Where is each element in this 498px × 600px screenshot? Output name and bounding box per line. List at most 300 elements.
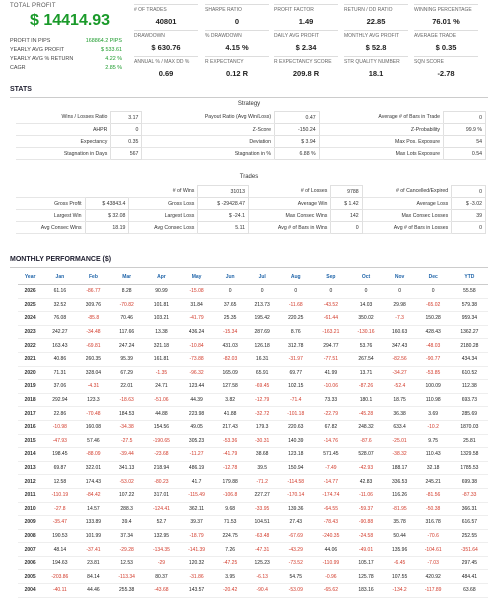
month-value-cell: -73.88 (179, 352, 214, 366)
month-value-cell: -48.03 (416, 339, 451, 353)
table-row (18, 448, 488, 462)
month-value-cell: 309.76 (77, 298, 109, 312)
column-header: Dec (416, 270, 451, 285)
metric-label: MONTHLY AVG PROFIT (344, 33, 400, 39)
month-value-cell: 105.17 (348, 556, 383, 570)
month-value-cell: -110.99 (313, 556, 348, 570)
metric-value: 0.69 (158, 69, 174, 78)
month-value-cell: 341.13 (109, 461, 143, 475)
month-value-cell: -24.58 (348, 529, 383, 543)
month-value-cell: -10.98 (42, 420, 77, 434)
month-value-cell: 48.14 (42, 543, 77, 557)
column-header: Nov (384, 270, 416, 285)
trades-value: $ 32.08 (85, 210, 129, 222)
trades-value: $ 1.42 (331, 198, 362, 210)
month-value-cell: -18.63 (109, 393, 143, 407)
month-value-cell: 420.92 (416, 570, 451, 584)
metric-value: $ 0.35 (435, 43, 457, 52)
month-value-cell: -22.79 (313, 407, 348, 421)
strategy-label: AHPR (16, 124, 111, 136)
month-value-cell: -47.31 (246, 543, 278, 557)
month-value-cell: -70.6 (416, 529, 451, 543)
table-row (18, 556, 488, 570)
month-value-cell: -141.39 (179, 543, 214, 557)
month-value-cell: 3.95 (214, 570, 246, 584)
metric-label: # OF TRADES (134, 7, 167, 13)
summary-side-label: CAGR (10, 65, 26, 71)
month-value-cell: 285.69 (451, 407, 488, 421)
trades-value: $ -24.1 (198, 210, 249, 222)
column-header: Sep (313, 270, 348, 285)
month-value-cell: 12.53 (109, 556, 143, 570)
year-cell: 2018 (18, 393, 42, 407)
strategy-value: 3.17 (111, 112, 142, 124)
year-cell: 2006 (18, 556, 42, 570)
summary-side-value: 2.85 % (105, 65, 122, 71)
month-value-cell: 434.34 (451, 352, 488, 366)
trades-row (16, 222, 486, 234)
metric-label: % DRAWDOWN (205, 33, 242, 39)
month-value-cell: 52.7 (144, 516, 179, 530)
month-value-cell: -78.43 (313, 516, 348, 530)
trades-label (16, 186, 85, 198)
metric-label: ANNUAL % / MAX DD % (134, 59, 190, 65)
month-value-cell: -115.49 (179, 488, 214, 502)
trades-label: # of Wins (129, 186, 198, 198)
month-value-cell: 8.28 (109, 285, 143, 299)
trades-label: Max Consec Wins (248, 210, 330, 222)
month-value-cell: 2180.28 (451, 339, 488, 353)
month-value-cell: 0 (384, 285, 416, 299)
metric-label: R EXPECTANCY SCORE (274, 59, 332, 65)
month-value-cell: 65.91 (246, 366, 278, 380)
metric-value: 209.8 R (292, 69, 320, 78)
summary-side-row (10, 56, 122, 62)
strategy-row (16, 136, 486, 148)
year-cell: 2015 (18, 434, 42, 448)
month-value-cell: 50.44 (384, 529, 416, 543)
year-cell: 2016 (18, 420, 42, 434)
table-row (18, 339, 488, 353)
month-value-cell: 76.08 (42, 312, 77, 326)
month-value-cell: -163.21 (313, 325, 348, 339)
month-value-cell: -67.69 (278, 529, 313, 543)
table-row (18, 543, 488, 557)
month-value-cell: 154.56 (144, 420, 179, 434)
table-row (18, 312, 488, 326)
month-value-cell: 80.37 (144, 570, 179, 584)
trades-value: 142 (331, 210, 362, 222)
month-value-cell: -41.79 (179, 312, 214, 326)
column-header: May (179, 270, 214, 285)
trades-value: 18.19 (85, 222, 129, 234)
month-value-cell: 223.98 (179, 407, 214, 421)
month-value-cell: 41.7 (179, 475, 214, 489)
month-value-cell: -11.06 (348, 488, 383, 502)
month-value-cell: -81.56 (416, 488, 451, 502)
month-value-cell: 37.34 (109, 529, 143, 543)
month-value-cell: -101.18 (278, 407, 313, 421)
trades-label: Largest Loss (129, 210, 198, 222)
trades-row (16, 210, 486, 222)
month-value-cell: 54.75 (278, 570, 313, 584)
month-value-cell: 150.94 (278, 461, 313, 475)
strategy-value: 0.47 (275, 112, 320, 124)
month-value-cell: 198.45 (42, 448, 77, 462)
month-value-cell: -52.4 (384, 380, 416, 394)
month-value-cell: -90.4 (246, 584, 278, 598)
year-cell: 2017 (18, 407, 42, 421)
column-header: YTD (451, 270, 488, 285)
trades-value: 0 (331, 222, 362, 234)
month-value-cell: 528.07 (348, 448, 383, 462)
year-cell: 2009 (18, 516, 42, 530)
trades-label: Gross Loss (129, 198, 198, 210)
month-value-cell: 123.3 (77, 393, 109, 407)
month-value-cell: 25.35 (214, 312, 246, 326)
month-value-cell: 135.96 (384, 543, 416, 557)
month-value-cell: 110.43 (416, 448, 451, 462)
strategy-label: Stagnation in % (142, 148, 275, 160)
metric-label: SQN SCORE (414, 59, 445, 65)
month-value-cell: -240.35 (313, 529, 348, 543)
month-value-cell: 350.02 (348, 312, 383, 326)
month-value-cell: 188.17 (384, 461, 416, 475)
trades-label: Avg # of Bars in Losses (362, 222, 452, 234)
month-value-cell: 220.63 (278, 420, 313, 434)
month-value-cell: 247.24 (109, 339, 143, 353)
month-value-cell: -90.88 (348, 516, 383, 530)
table-row (18, 502, 488, 516)
month-value-cell: 123.44 (179, 380, 214, 394)
month-value-cell: -113.34 (109, 570, 143, 584)
strategy-value: 0.35 (111, 136, 142, 148)
metric-tile (344, 56, 408, 81)
summary-side-label: PROFIT IN PIPS (10, 38, 51, 44)
trades-value: 39 (452, 210, 486, 222)
month-value-cell: 16.31 (246, 352, 278, 366)
month-value-cell: 1870.03 (451, 420, 488, 434)
month-value-cell: -88.09 (77, 448, 109, 462)
month-value-cell: 0 (416, 285, 451, 299)
month-value-cell: 35.78 (384, 516, 416, 530)
month-value-cell: -27.5 (109, 434, 143, 448)
metric-tile (205, 30, 269, 55)
column-header: Feb (77, 270, 109, 285)
month-value-cell: 224.75 (214, 529, 246, 543)
summary-side-row (10, 65, 122, 71)
strategy-label: Payout Ratio (Avg Win/Loss) (142, 112, 275, 124)
month-value-cell: -43.68 (144, 584, 179, 598)
metric-label: DAILY AVG PROFIT (274, 33, 320, 39)
month-value-cell: -0.96 (313, 570, 348, 584)
month-value-cell: 39.37 (179, 516, 214, 530)
strategy-title: Strategy (237, 101, 261, 107)
month-value-cell: -6.45 (384, 556, 416, 570)
strategy-value: 0 (111, 124, 142, 136)
summary-side-value: $ 533.61 (101, 47, 122, 53)
strategy-row (16, 112, 486, 124)
metric-label: SHARPE RATIO (205, 7, 242, 13)
month-value-cell: 297.45 (451, 556, 488, 570)
month-value-cell: 44.39 (179, 393, 214, 407)
total-profit-label: TOTAL PROFIT (10, 3, 56, 9)
month-value-cell: -53.85 (416, 366, 451, 380)
strategy-label: Stagnation in Days (16, 148, 111, 160)
summary-side-label: YEARLY AVG % RETURN (10, 56, 74, 62)
trades-label: Average Win (248, 198, 330, 210)
month-value-cell: -81.95 (384, 502, 416, 516)
month-value-cell: 71.31 (42, 366, 77, 380)
trades-value: 31013 (198, 186, 249, 198)
strategy-label: Deviation (142, 136, 275, 148)
month-value-cell: 107.22 (109, 488, 143, 502)
metric-label: STR QUALITY NUMBER (344, 59, 400, 65)
table-row (18, 393, 488, 407)
month-value-cell: 126.18 (246, 339, 278, 353)
metric-tile (134, 30, 198, 55)
month-value-cell: 255.38 (109, 584, 143, 598)
metric-tile (274, 56, 338, 81)
month-value-cell: 317.01 (144, 488, 179, 502)
month-value-cell: 127.58 (214, 380, 246, 394)
metric-value: 1.49 (298, 17, 314, 26)
month-value-cell: -20.42 (214, 584, 246, 598)
trades-row (16, 186, 486, 198)
trades-value: 0 (452, 186, 486, 198)
strategy-label: Average # of Bars in Trade (319, 112, 443, 124)
metric-value: $ 2.34 (295, 43, 317, 52)
trades-title: Trades (239, 174, 259, 180)
month-value-cell: 104.51 (246, 516, 278, 530)
month-value-cell: 195.42 (246, 312, 278, 326)
metric-value: 0.12 R (225, 69, 249, 78)
trades-label: Largest Win (16, 210, 85, 222)
month-value-cell: -190.65 (144, 434, 179, 448)
month-value-cell: 63.68 (451, 584, 488, 598)
month-value-cell: 294.77 (313, 339, 348, 353)
month-value-cell: 116.26 (384, 488, 416, 502)
month-value-cell: -31.97 (278, 352, 313, 366)
summary-panel (0, 0, 498, 84)
month-value-cell: 36.38 (384, 407, 416, 421)
trades-value: 5.11 (198, 222, 249, 234)
month-value-cell: -69.45 (246, 380, 278, 394)
month-value-cell: 431.03 (214, 339, 246, 353)
month-value-cell: 117.66 (109, 325, 143, 339)
month-value-cell: 37.06 (42, 380, 77, 394)
month-value-cell: -86.77 (77, 285, 109, 299)
month-value-cell: 49.05 (179, 420, 214, 434)
month-value-cell: 112.38 (451, 380, 488, 394)
month-value-cell: 959.34 (451, 312, 488, 326)
month-value-cell: 38.68 (246, 448, 278, 462)
month-value-cell: 69.77 (278, 366, 313, 380)
year-cell: 2007 (18, 543, 42, 557)
month-value-cell: 22.01 (109, 380, 143, 394)
month-value-cell: -87.6 (348, 434, 383, 448)
column-header: Jan (42, 270, 77, 285)
year-cell: 2025 (18, 298, 42, 312)
month-value-cell: -7.3 (384, 312, 416, 326)
month-value-cell: 633.4 (384, 420, 416, 434)
month-value-cell: -174.74 (313, 488, 348, 502)
metric-value: 18.1 (368, 69, 384, 78)
metric-label: DRAWDOWN (134, 33, 165, 39)
trades-value: 9788 (331, 186, 362, 198)
month-value-cell: 67.29 (109, 366, 143, 380)
month-value-cell: -73.52 (278, 556, 313, 570)
month-value-cell: 57.46 (77, 434, 109, 448)
strategy-value: $ 3.94 (275, 136, 320, 148)
trades-label: Avg # of Bars in Wins (248, 222, 330, 234)
strategy-label: Wins / Losses Ratio (16, 112, 111, 124)
month-value-cell: -6.13 (246, 570, 278, 584)
month-value-cell: 217.43 (214, 420, 246, 434)
summary-side-label: YEARLY AVG PROFIT (10, 47, 65, 53)
metric-value: $ 52.8 (365, 43, 387, 52)
stats-heading: STATS (10, 86, 32, 93)
trades-label: # of Losses (248, 186, 330, 198)
trades-value: $ -29428.47 (198, 198, 249, 210)
trades-row (16, 198, 486, 210)
month-value-cell: -4.31 (77, 380, 109, 394)
strategy-value: 0.54 (444, 148, 486, 160)
month-value-cell: 163.43 (42, 339, 77, 353)
month-value-cell: 102.15 (278, 380, 313, 394)
month-value-cell: -170.14 (278, 488, 313, 502)
year-cell: 2008 (18, 529, 42, 543)
year-cell: 2023 (18, 325, 42, 339)
column-header: Year (18, 270, 42, 285)
month-value-cell: 1362.27 (451, 325, 488, 339)
summary-side-value: 168864.2 PIPS (85, 38, 122, 44)
year-cell: 2005 (18, 570, 42, 584)
table-row (18, 570, 488, 584)
month-value-cell: -25.01 (384, 434, 416, 448)
month-value-cell: 328.04 (77, 366, 109, 380)
month-value-cell: -63.48 (246, 529, 278, 543)
table-row (18, 407, 488, 421)
month-value-cell: -47.93 (42, 434, 77, 448)
metric-tile (274, 30, 338, 55)
month-value-cell: -96.32 (179, 366, 214, 380)
month-value-cell: -42.93 (348, 461, 383, 475)
metric-value: -2.78 (437, 69, 455, 78)
month-value-cell: 0 (313, 285, 348, 299)
strategy-label: Max Pos. Exposure (319, 136, 443, 148)
column-header: Jun (214, 270, 246, 285)
month-value-cell: 143.57 (179, 584, 214, 598)
month-value-cell: 14.03 (348, 298, 383, 312)
month-value-cell: 13.38 (144, 325, 179, 339)
month-value-cell: 1329.58 (451, 448, 488, 462)
month-value-cell: -77.51 (313, 352, 348, 366)
month-value-cell: 3.69 (416, 407, 451, 421)
year-cell: 2004 (18, 584, 42, 598)
month-value-cell: 42.83 (348, 475, 383, 489)
month-value-cell: 101.81 (144, 298, 179, 312)
month-value-cell: 123.18 (278, 448, 313, 462)
month-value-cell: -12.79 (246, 393, 278, 407)
month-value-cell: 7.26 (214, 543, 246, 557)
year-cell: 2010 (18, 502, 42, 516)
month-value-cell: -11.68 (278, 298, 313, 312)
metric-label: RETURN / DD RATIO (344, 7, 393, 13)
month-value-cell: 161.81 (144, 352, 179, 366)
month-value-cell: 13.71 (348, 366, 383, 380)
month-value-cell: 140.39 (278, 434, 313, 448)
month-value-cell: -15.34 (214, 325, 246, 339)
month-value-cell: -110.19 (42, 488, 77, 502)
month-value-cell: 0 (214, 285, 246, 299)
month-value-cell: -114.58 (278, 475, 313, 489)
metric-tile (274, 4, 338, 29)
month-value-cell: -53.09 (278, 584, 313, 598)
month-value-cell: -10.2 (416, 420, 451, 434)
table-row (18, 325, 488, 339)
month-value-cell: 37.65 (214, 298, 246, 312)
year-cell: 2014 (18, 448, 42, 462)
month-value-cell: 227.27 (246, 488, 278, 502)
month-value-cell: -87.26 (348, 380, 383, 394)
month-value-cell: -1.35 (144, 366, 179, 380)
table-row (18, 584, 488, 598)
month-value-cell: 53.76 (348, 339, 383, 353)
column-header: Mar (109, 270, 143, 285)
month-value-cell: 9.75 (416, 434, 451, 448)
month-value-cell: -35.47 (42, 516, 77, 530)
month-value-cell: -70.48 (77, 407, 109, 421)
strategy-value: 99.9 % (444, 124, 486, 136)
month-value-cell: 428.43 (416, 325, 451, 339)
month-value-cell: 73.33 (313, 393, 348, 407)
year-cell: 2020 (18, 366, 42, 380)
year-cell: 2024 (18, 312, 42, 326)
month-value-cell: -59.37 (348, 502, 383, 516)
summary-side-row (10, 38, 122, 44)
strategy-row (16, 124, 486, 136)
month-value-cell: 316.78 (416, 516, 451, 530)
month-value-cell: 571.45 (313, 448, 348, 462)
month-value-cell: 44.46 (77, 584, 109, 598)
summary-side-row (10, 47, 122, 53)
trades-value: $ 43843.4 (85, 198, 129, 210)
month-value-cell: -82.56 (384, 352, 416, 366)
metric-value: 4.15 % (225, 43, 249, 52)
metric-tile (344, 4, 408, 29)
month-value-cell: -10.84 (179, 339, 214, 353)
metric-tile (134, 56, 198, 81)
divider (10, 267, 488, 268)
month-value-cell: -50.38 (416, 502, 451, 516)
month-value-cell: -47.25 (214, 556, 246, 570)
metric-tile (414, 56, 478, 81)
metric-value: 76.01 % (432, 17, 460, 26)
month-value-cell: -27.8 (42, 502, 77, 516)
strategy-label: Max Lots Exposure (319, 148, 443, 160)
trades-label: # of Cancelled/Expired (362, 186, 452, 198)
month-value-cell: 25.81 (451, 434, 488, 448)
month-value-cell: -71.4 (278, 393, 313, 407)
month-value-cell: -18.79 (179, 529, 214, 543)
month-value-cell: 70.46 (109, 312, 143, 326)
month-value-cell: -10.06 (313, 380, 348, 394)
month-value-cell: 699.38 (451, 475, 488, 489)
month-value-cell: -134.35 (144, 543, 179, 557)
strategy-value: 0 (444, 112, 486, 124)
month-value-cell: 71.53 (214, 516, 246, 530)
